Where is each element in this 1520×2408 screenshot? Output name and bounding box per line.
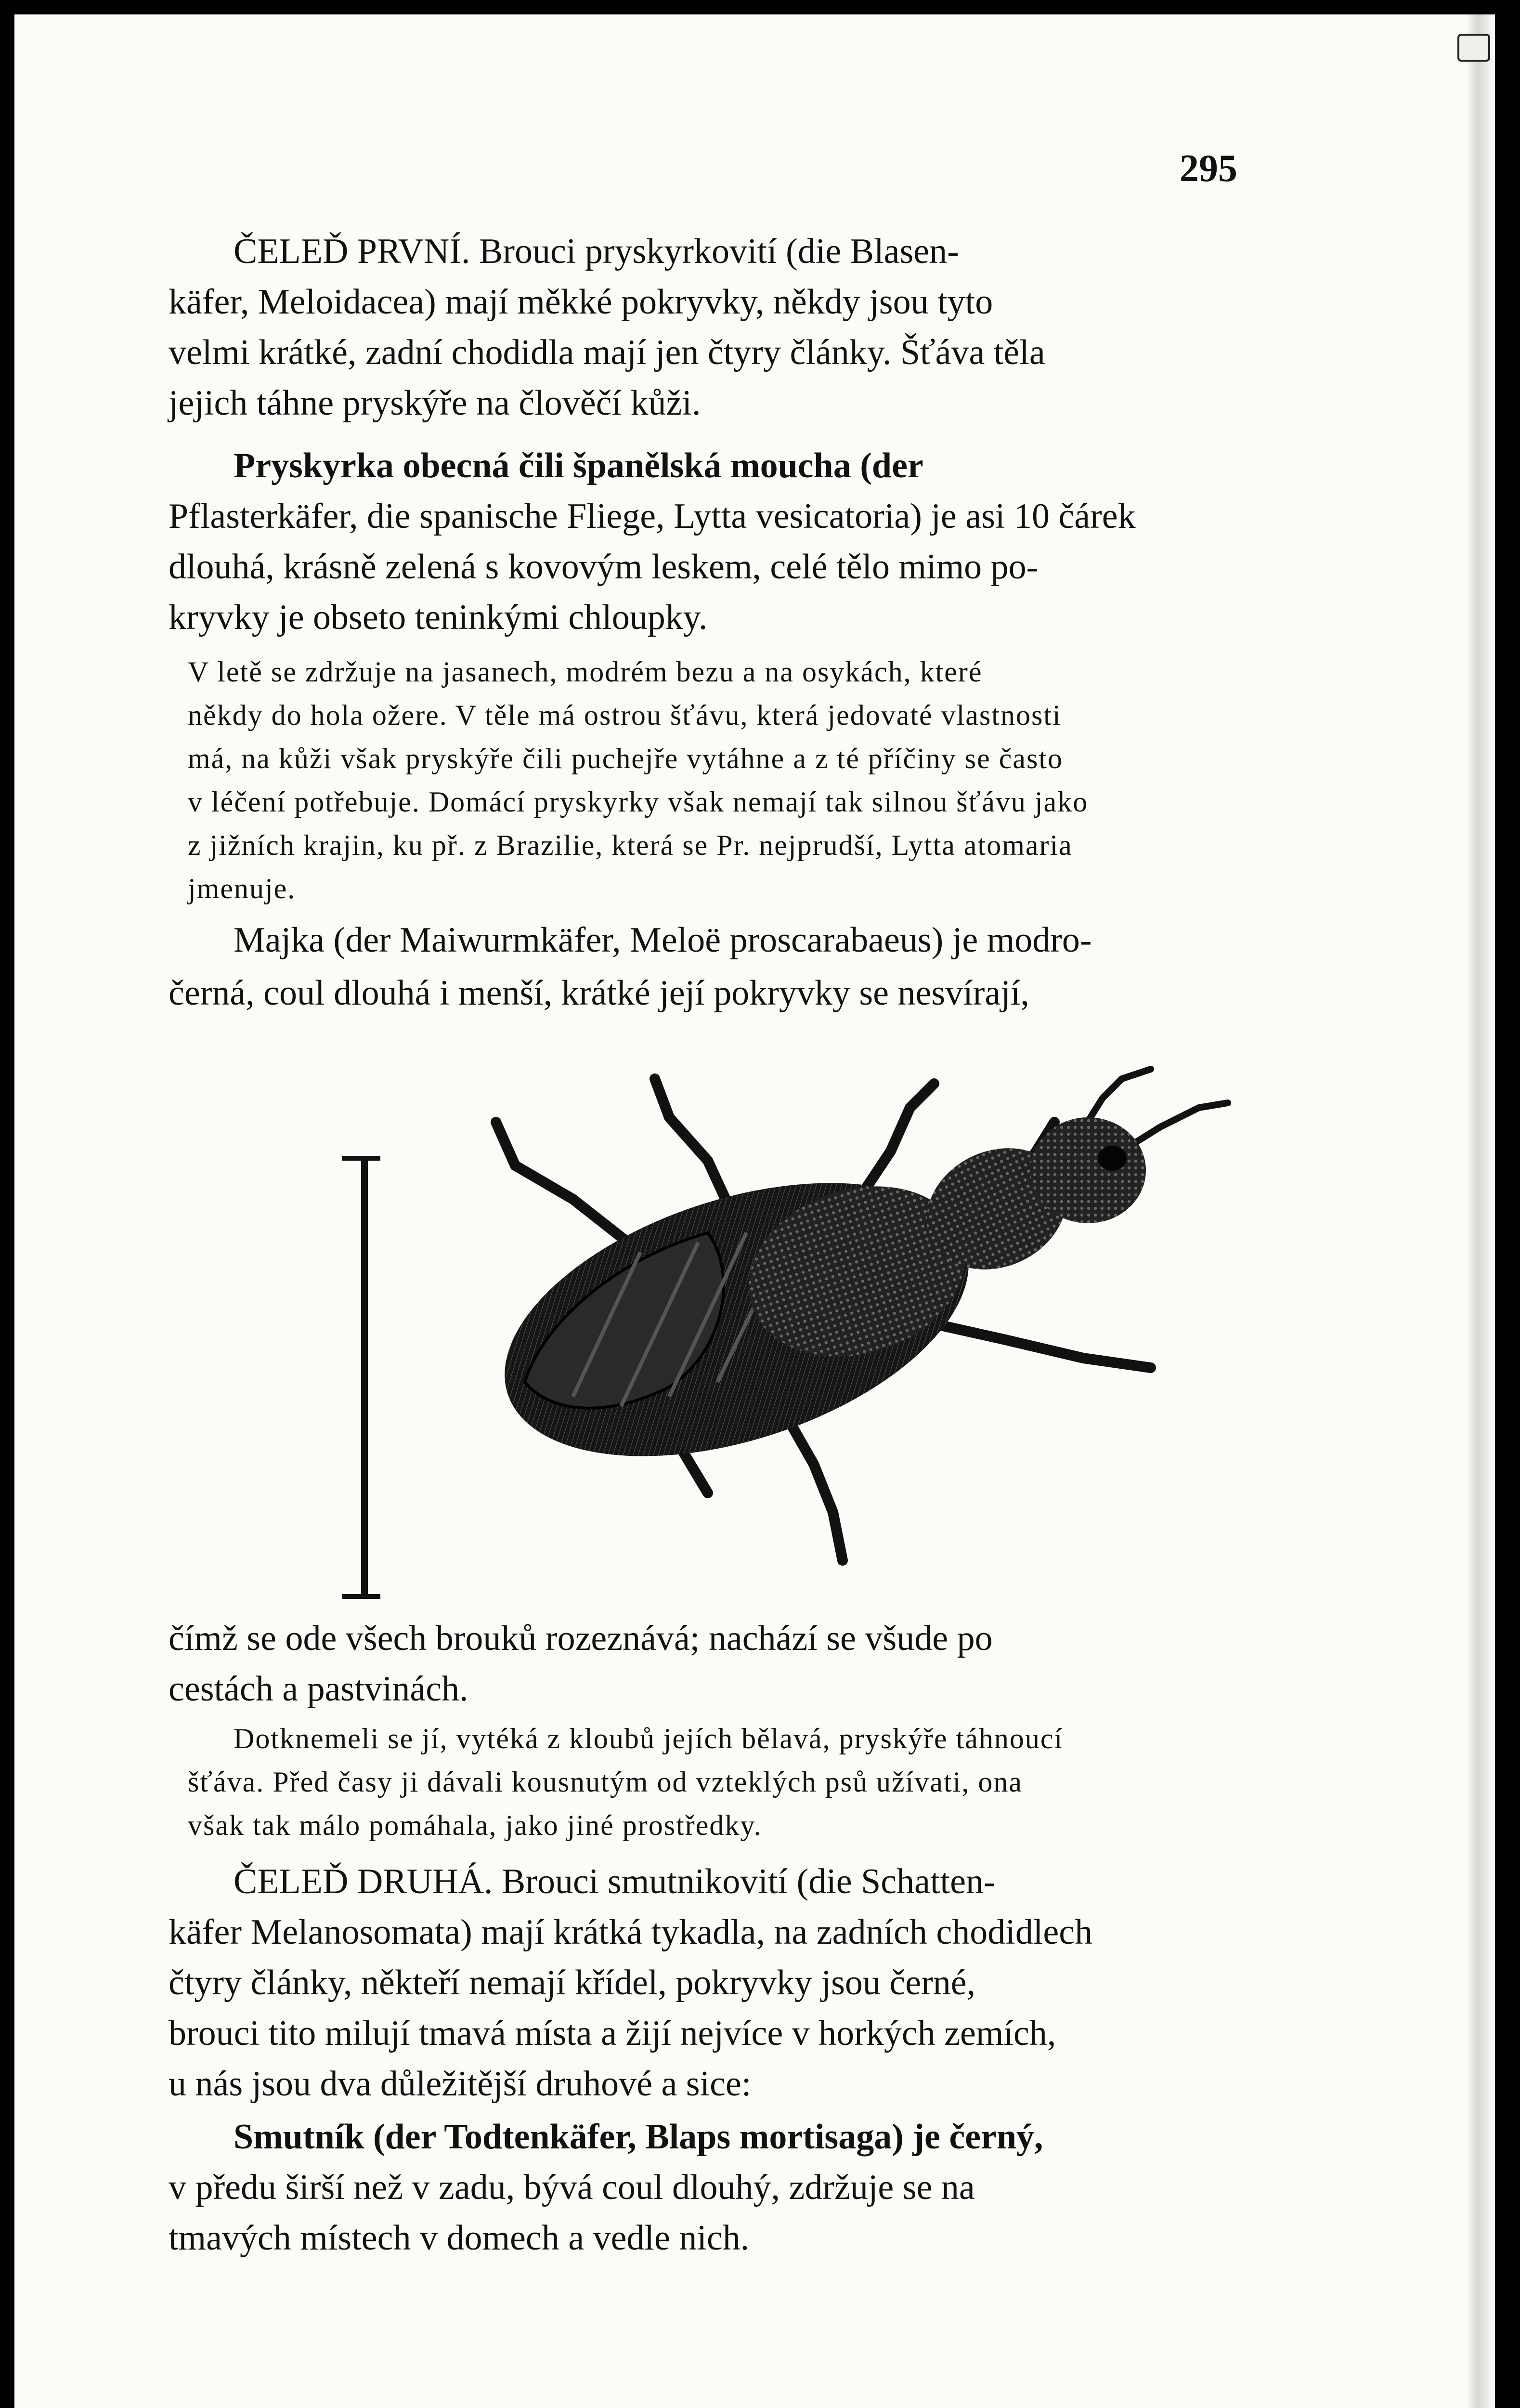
beetle-head — [1030, 1117, 1146, 1223]
page-edge-shadow — [1466, 14, 1495, 2408]
text-line-7: dlouhá, krásně zelená s kovovým leskem, celé tělo mimo po- — [169, 547, 1039, 587]
text-line-23: käfer Melanosomata) mají krátká tykadla, na zadních chodidlech — [169, 1912, 1093, 1952]
text-line-21: však tak málo pomáhala, jako jiné prostředky. — [188, 1809, 762, 1841]
text-line-4: jejich táhne pryskýře na člověčí kůži. — [169, 383, 701, 423]
text-line-2: käfer, Meloidacea) mají měkké pokryvky, někdy jsou tyto — [169, 282, 993, 322]
text-line-3: velmi krátké, zadní chodidla mají jen čtyry články. Šťáva těla — [169, 333, 1045, 372]
text-line-28: v předu širší než v zadu, bývá coul dlouhý, zdržuje se na — [169, 2168, 975, 2207]
text-line-26: u nás jsou dva důležitější druhové a sice: — [169, 2064, 752, 2104]
text-line-8: kryvky je obseto teninkými chloupky. — [169, 598, 708, 637]
text-line-25: brouci tito milují tmavá místa a žijí nejvíce v horkých zemích, — [169, 2014, 1056, 2053]
text-line-19: Dotknemeli se jí, vytéká z kloubů jejích bělavá, pryskýře táhnoucí — [234, 1723, 1064, 1754]
text-line-27: Smutník (der Todtenkäfer, Blaps mortisaga) je černý, — [234, 2117, 1043, 2157]
text-line-29: tmavých místech v domech a vedle nich. — [169, 2218, 750, 2258]
text-line-24: čtyry články, někteří nemají křídel, pokryvky jsou černé, — [169, 1963, 976, 2002]
text-line-20: šťáva. Před časy ji dávali kousnutým od vzteklých psů užívati, ona — [188, 1766, 1023, 1798]
page-number: 295 — [1180, 147, 1237, 190]
text-line-16: černá, coul dlouhá i menší, krátké její pokryvky se nesvírají, — [169, 973, 1029, 1013]
text-line-12: v léčení potřebuje. Domácí pryskyrky však nemají tak silnou šťávu jako — [188, 786, 1089, 818]
text-line-1: ČELEĎ PRVNÍ. Brouci pryskyrkovití (die Blasen- — [234, 232, 959, 271]
page-corner-tab — [1457, 34, 1490, 62]
text-line-9: V letě se zdržuje na jasanech, modrém bezu a na osykách, které — [188, 656, 983, 688]
beetle-illustration — [371, 1050, 1261, 1580]
size-scale-bar — [361, 1156, 368, 1599]
text-line-18: cestách a pastvinách. — [169, 1669, 468, 1709]
text-line-11: má, na kůži však pryskýře čili puchejře vytáhne a z té příčiny se často — [188, 743, 1064, 774]
book-page — [14, 14, 1495, 2408]
text-line-13: z jižních krajin, ku př. z Brazilie, která se Pr. nejprudší, Lytta atomaria — [188, 829, 1073, 861]
text-line-6: Pflasterkäfer, die spanische Fliege, Lytta vesicatoria) je asi 10 čárek — [169, 497, 1136, 536]
text-line-17: čímž se ode všech brouků rozeznává; nachází se všude po — [169, 1619, 993, 1658]
text-line-15: Majka (der Maiwurmkäfer, Meloë proscarabaeus) je modro- — [234, 920, 1092, 960]
text-line-10: někdy do hola ožere. V těle má ostrou šťávu, která jedovaté vlastnosti — [188, 699, 1062, 731]
text-line-22: ČELEĎ DRUHÁ. Brouci smutnikovití (die Schatten- — [234, 1862, 996, 1901]
text-line-5: Pryskyrka obecná čili španělská moucha (der — [234, 446, 923, 485]
text-line-14: jmenuje. — [188, 873, 296, 904]
